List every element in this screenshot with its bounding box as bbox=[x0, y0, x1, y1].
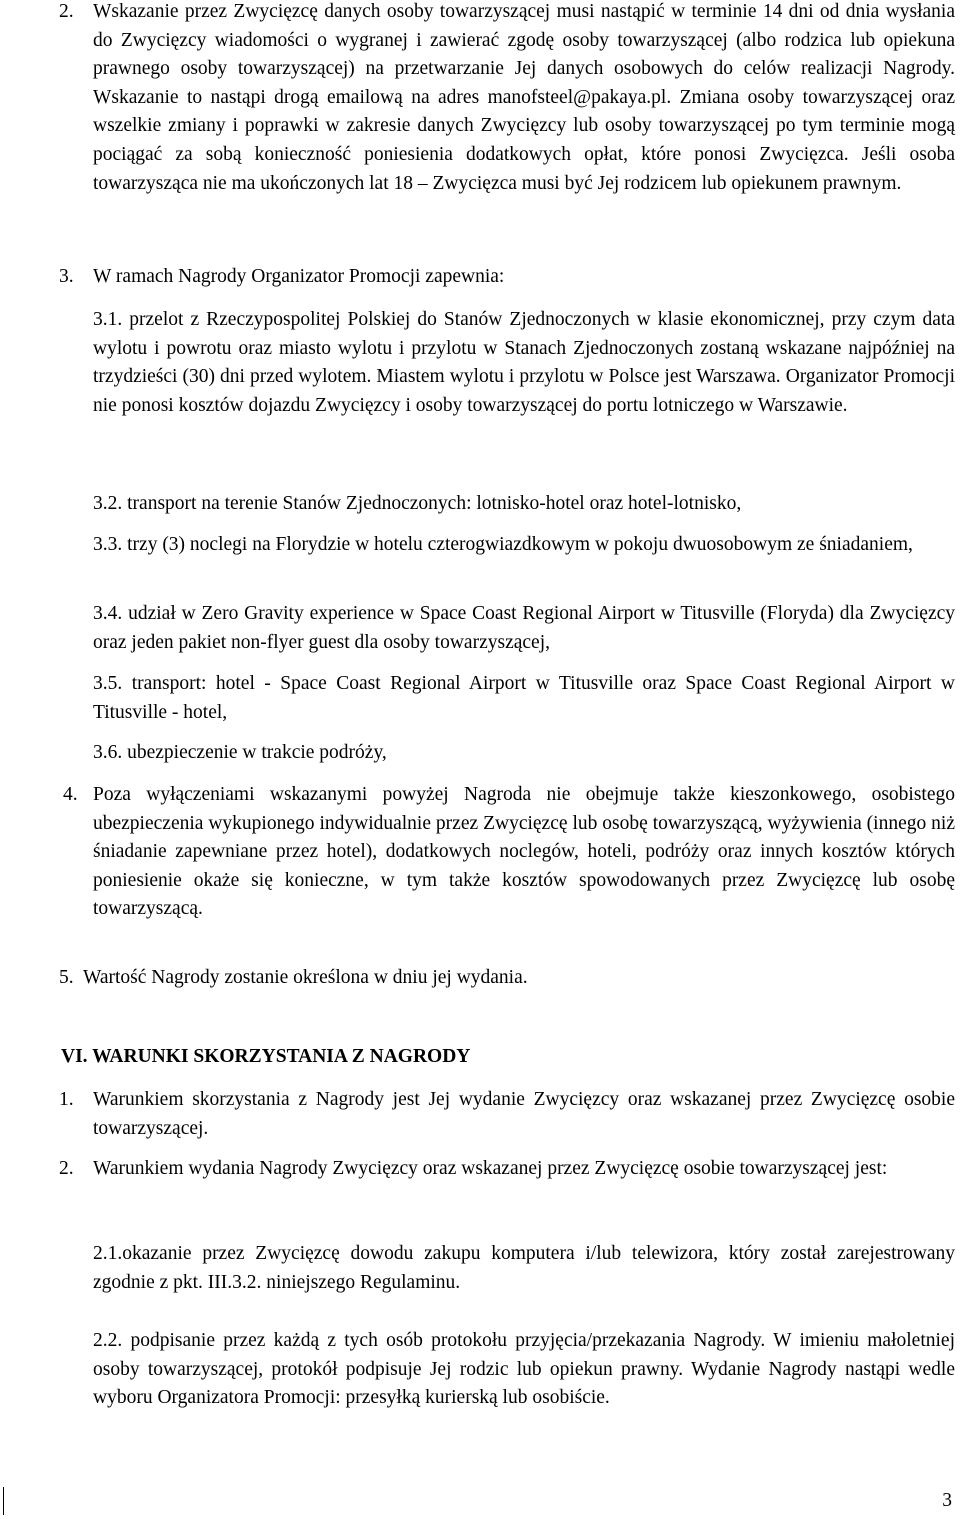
list-number: 2. bbox=[59, 1, 74, 22]
list-number: 2. bbox=[59, 1158, 74, 1179]
sub-paragraph: 3.1. przelot z Rzeczypospolitej Polskiej do Stanów Zjednoczonych w klasie ekonomicznej, przy czym data wylotu i powrotu oraz miasto wylotu i przylotu w Stanach Zjednoczonych zostaną wskazane najpóźniej na trzydzieści (30) dni przed wylotem. Miastem wylotu i przylotu w Polsce jest Warszawa. Organizator Promocji nie ponosi kosztów dojazdu Zwycięzcy i osoby towarzyszącej do portu lotniczego w Warszawie. bbox=[93, 309, 955, 416]
section-heading: VI. WARUNKI SKORZYSTANIA Z NAGRODY bbox=[61, 1046, 471, 1067]
list-number: 3. bbox=[59, 266, 74, 287]
sub-paragraph: 3.4. udział w Zero Gravity experience w Space Coast Regional Airport w Titusville (Floryda) dla Zwycięzcy oraz jeden pakiet non-flyer guest dla osoby towarzyszącej, bbox=[93, 603, 955, 653]
sub-paragraph: 3.5. transport: hotel - Space Coast Regional Airport w Titusville oraz Space Coast Regional Airport w Titusville - hotel, bbox=[93, 673, 955, 723]
sub-paragraph: 2.1.okazanie przez Zwycięzcę dowodu zakupu komputera i/lub telewizora, który został zarejestrowany zgodnie z pkt. III.3.2. niniejszego Regulaminu. bbox=[93, 1243, 955, 1293]
paragraph: Warunkiem wydania Nagrody Zwycięzcy oraz wskazanej przez Zwycięzcę osobie towarzyszącej jest: bbox=[93, 1158, 888, 1179]
paragraph: Wskazanie przez Zwycięzcę danych osoby towarzyszącej musi nastąpić w terminie 14 dni od dnia wysłania do Zwycięzcy wiadomości o wygranej i zawierać zgodę osoby towarzyszącej (albo rodzica lub opiekuna prawnego osoby towarzyszącej) na przetwarzanie Jej danych osobowych do celów realizacji Nagrody. Wskazanie to nastąpi drogą emailową na adres manofsteel@pakaya.pl. Zmiana osoby towarzyszącej oraz wszelkie zmiany i poprawki w zakresie danych Zwycięzcy lub osoby towarzyszącej po tym terminie mogą pociągać za sobą konieczność poniesienia dodatkowych opłat, które ponosi Zwycięzca. Jeśli osoba towarzysząca nie ma ukończonych lat 18 – Zwycięzca musi być Jej rodzicem lub opiekunem prawnym. bbox=[93, 1, 955, 194]
list-number: 4. bbox=[63, 784, 78, 805]
paragraph: Warunkiem skorzystania z Nagrody jest Jej wydanie Zwycięzcy oraz wskazanej przez Zwycięzcę osobie towarzyszącej. bbox=[93, 1089, 955, 1139]
sub-paragraph: 3.6. ubezpieczenie w trakcie podróży, bbox=[93, 742, 387, 763]
sub-paragraph: 2.2. podpisanie przez każdą z tych osób protokołu przyjęcia/przekazania Nagrody. W imieniu małoletniej osoby towarzyszącej, protokół podpisuje Jej rodzic lub opiekun prawny. Wydanie Nagrody nastąpi wedle wyboru Organizatora Promocji: przesyłką kurierską lub osobiście. bbox=[93, 1330, 955, 1409]
paragraph: Wartość Nagrody zostanie określona w dniu jej wydania. bbox=[83, 967, 528, 988]
sub-paragraph: 3.2. transport na terenie Stanów Zjednoczonych: lotnisko-hotel oraz hotel-lotnisko, bbox=[93, 493, 742, 514]
paragraph: Poza wyłączeniami wskazanymi powyżej Nagroda nie obejmuje także kieszonkowego, osobistego ubezpieczenia wykupionego indywidualnie przez Zwycięzcę lub osobę towarzyszącą, wyżywienia (innego niż śniadanie zapewniane przez hotel), dodatkowych noclegów, hoteli, podróży oraz innych kosztów których poniesienie okaże się konieczne, w tym także kosztów spowodowanych przez Zwycięzcę lub osobę towarzyszącą. bbox=[93, 784, 955, 920]
list-number: 5. bbox=[59, 967, 74, 988]
sub-paragraph: 3.3. trzy (3) noclegi na Florydzie w hotelu czterogwiazdkowym w pokoju dwuosobowym ze śniadaniem, bbox=[93, 534, 913, 555]
margin-bar bbox=[3, 1487, 4, 1515]
page-number: 3 bbox=[942, 1490, 952, 1511]
paragraph: W ramach Nagrody Organizator Promocji zapewnia: bbox=[93, 266, 505, 287]
list-number: 1. bbox=[59, 1089, 74, 1110]
